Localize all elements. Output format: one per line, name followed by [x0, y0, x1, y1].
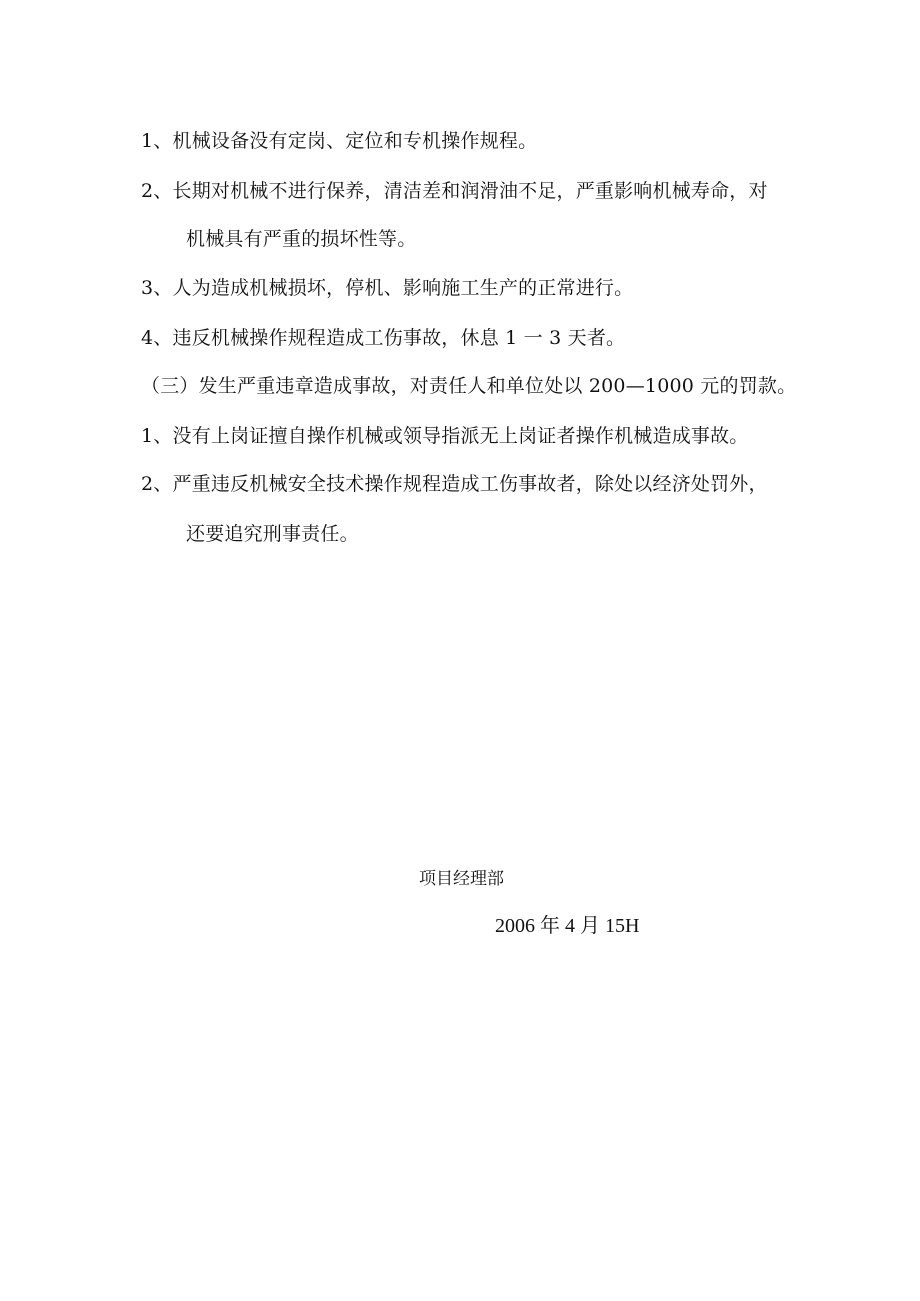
rule-item-4-violation-injury: 4、违反机械操作规程造成工伤事故，休息 1 一 3 天者。 [141, 327, 626, 349]
rule-item-1-no-fixed-post: 1、机械设备没有定岗、定位和专机操作规程。 [141, 130, 538, 152]
section-3-heading: （三）发生严重违章造成事故，对责任人和单位处以 200—1000 元的罚款。 [141, 375, 797, 397]
signature-date: 2006 年 4 月 15H [495, 915, 640, 937]
rule-item-3-man-made-damage: 3、人为造成机械损坏，停机、影响施工生产的正常进行。 [141, 277, 634, 299]
section-3-item-2-continuation: 还要追究刑事责任。 [186, 523, 359, 545]
signature-department: 项目经理部 [419, 869, 504, 889]
section-3-item-2-serious-violation: 2、严重违反机械安全技术操作规程造成工伤事故者，除处以经济处罚外， [141, 473, 768, 495]
rule-item-2-no-maintenance: 2、长期对机械不进行保养，清洁差和润滑油不足，严重影响机械寿命，对 [141, 180, 768, 202]
section-3-item-1-no-certificate: 1、没有上岗证擅自操作机械或领导指派无上岗证者操作机械造成事故。 [141, 425, 749, 447]
rule-item-2-continuation: 机械具有严重的损坏性等。 [186, 228, 417, 250]
